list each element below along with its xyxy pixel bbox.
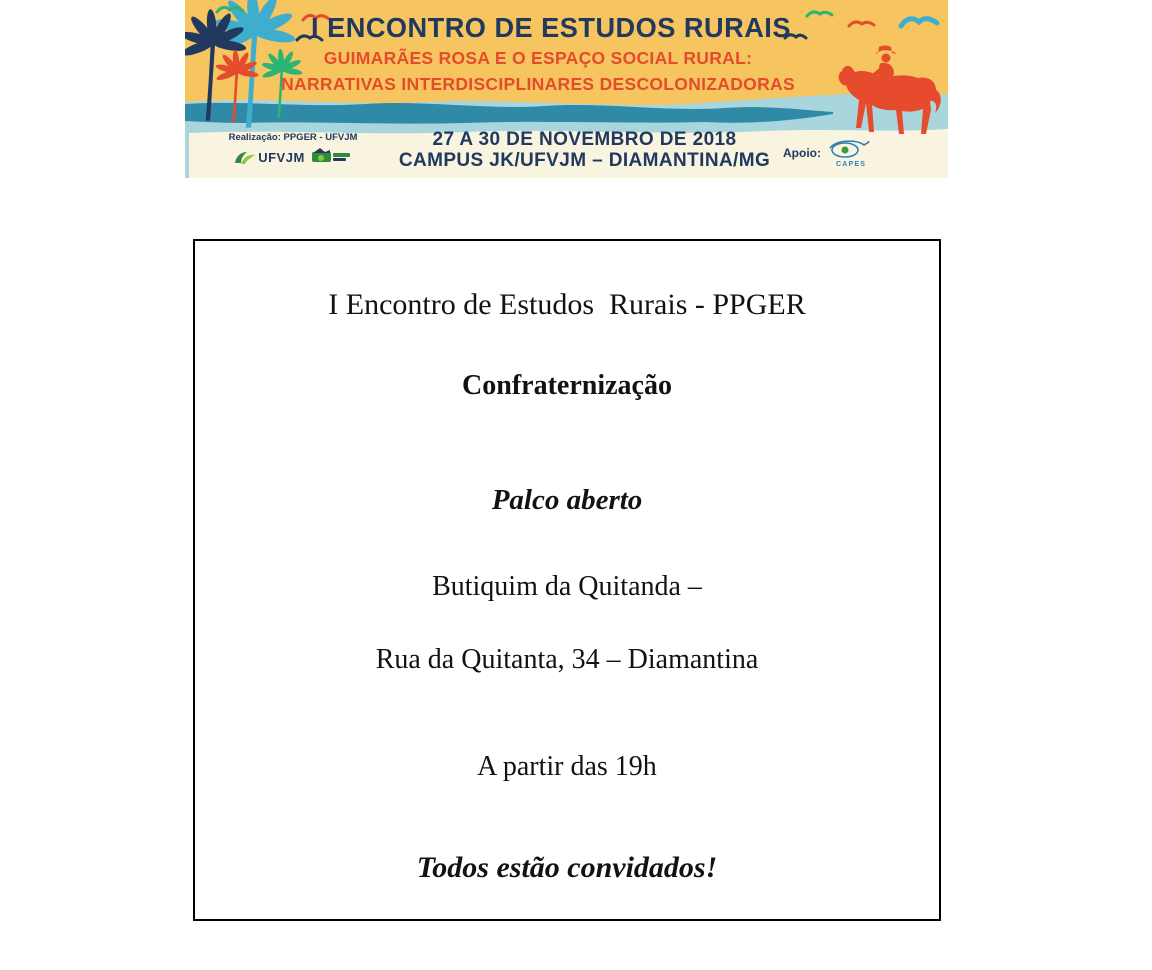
invitation-closing: Todos estão convidados! — [416, 851, 718, 884]
seagull-icon — [901, 19, 937, 26]
capes-logo-icon — [826, 137, 870, 169]
ufvjm-logo-text: UFVJM — [258, 150, 305, 165]
event-banner — [185, 0, 948, 178]
invitation-stage: Palco aberto — [491, 484, 643, 516]
apoio-label: Apoio: — [783, 146, 821, 160]
banner-subtitle — [185, 45, 891, 97]
banner-title: I ENCONTRO DE ESTUDOS RURAIS — [311, 12, 791, 43]
invitation-time: A partir das 19h — [477, 751, 657, 782]
date-line1: 27 A 30 DE NOVEMBRO DE 2018 — [432, 129, 737, 150]
apoio-block — [783, 137, 870, 169]
invitation-venue-line2: Rua da Quitanta, 34 – Diamantina — [375, 644, 759, 675]
realizacao-label: Realização: PPGER - UFVJM — [228, 132, 358, 143]
invitation-box — [193, 239, 941, 921]
date-line2: CAMPUS JK/UFVJM – DIAMANTINA/MG — [398, 150, 771, 171]
banner-subtitle-line2: NARRATIVAS INTERDISCIPLINARES DESCOLONIZADORAS — [281, 74, 795, 94]
invitation-venue-line1: Butiquim da Quitanda – — [432, 571, 702, 602]
capes-logo-text: CAPES — [836, 161, 867, 168]
invitation-heading: Confraternização — [462, 370, 672, 401]
invitation-title: I Encontro de Estudos Rurais - PPGER — [328, 288, 806, 321]
banner-subtitle-line1: GUIMARÃES ROSA E O ESPAÇO SOCIAL RURAL: — [323, 48, 753, 68]
